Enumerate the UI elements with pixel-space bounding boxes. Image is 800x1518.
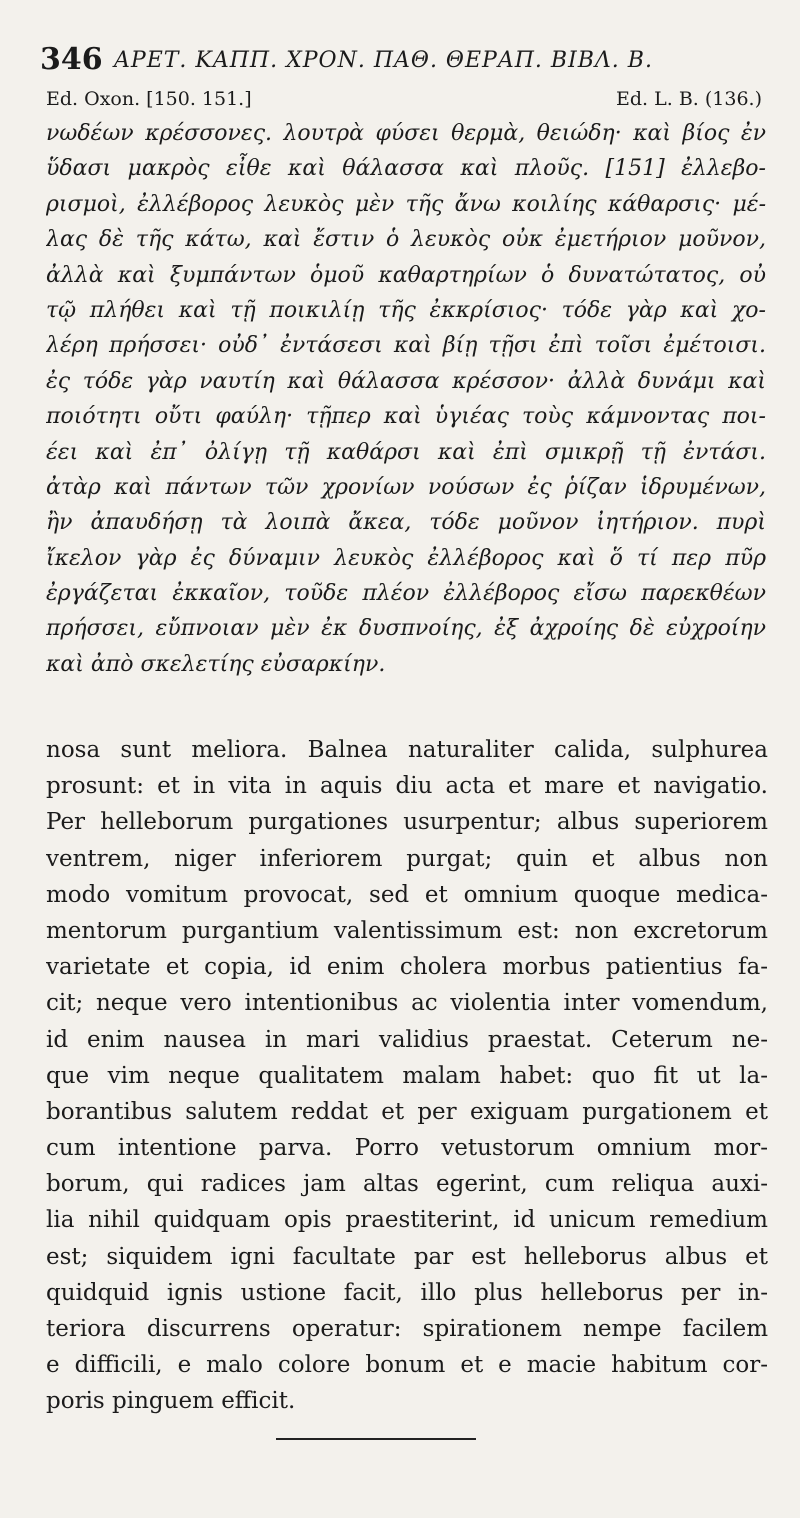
edition-references [46,88,762,114]
greek-line: ἐς τόδε γὰρ ναυτίη καὶ θάλασσα κρέσσον· ἀλλὰ δυνάμι καὶ [46,368,766,394]
latin-line: quidquid ignis ustione facit, illo plus helleborus per in- [46,1279,768,1306]
greek-line: τῷ πλήθει καὶ τῇ ποικιλίῃ τῆς ἐκκρίσιος· τόδε γὰρ καὶ χο- [46,297,766,323]
greek-line: ὕδασι μακρὸς εἶθε καὶ θάλασσα καὶ πλοῦς. [151] ἐλλεβο- [46,156,766,182]
greek-line: ποιότητι οὔτι φαύλη· τῇπερ καὶ ὑγιέας τοὺς κάμνοντας ποι- [46,404,766,430]
greek-line: πρήσσει, εὔπνοιαν μὲν ἐκ δυσπνοίης, ἐξ ἀχροίης δὲ εὐχροίην [46,616,766,642]
greek-text-block [46,116,766,682]
latin-line: poris pinguem efficit. [46,1388,296,1415]
latin-line: cit; neque vero intentionibus ac violentia inter vomendum, [46,990,768,1017]
latin-line: e difficili, e malo colore bonum et e macie habitum cor- [46,1352,768,1379]
latin-line: modo vomitum provocat, sed et omnium quoque medica- [46,881,768,908]
greek-line: έει καὶ ἐπ᾽ ὀλίγῃ τῇ καθάρσι καὶ ἐπὶ σμικρῇ τῇ ἐντάσι. [46,439,766,465]
greek-line: καὶ ἀπὸ σκελετίης εὐσαρκίην. [46,651,386,677]
latin-line: que vim neque qualitatem malam habet: quo fit ut la- [46,1062,768,1089]
greek-line: ρισμοὶ, ἐλλέβορος λευκὸς μὲν τῆς ἄνω κοιλίης κάθαρσις· μέ- [46,191,766,217]
latin-line: id enim nausea in mari validius praestat. Ceterum ne- [46,1026,768,1053]
running-head: ΑΡΕΤ. ΚΑΠΠ. ΧΡΟΝ. ΠΑΘ. ΘΕΡΑΠ. ΒΙΒΛ. Β. [114,48,653,73]
latin-line: lia nihil quidquam opis praestiterint, id unicum remedium [46,1207,768,1234]
page-number: 346 [40,42,103,77]
latin-line: nosa sunt meliora. Balnea naturaliter calida, sulphurea [46,737,768,763]
footer-rule [276,1438,476,1440]
greek-line: νωδέων κρέσσονες. λουτρὰ φύσει θερμὰ, θειώδη· καὶ βίος ἐν [46,121,766,146]
latin-line: Per helleborum purgationes usurpentur; albus superiorem [46,809,768,836]
latin-line: borum, qui radices jam altas egerint, cum reliqua auxi- [46,1171,768,1198]
edition-left: Ed. Oxon. [150. 151.] [46,88,252,110]
latin-line: cum intentione parva. Porro vetustorum omnium mor- [46,1135,768,1162]
edition-right: Ed. L. B. (136.) [616,88,762,110]
latin-line: ventrem, niger inferiorem purgat; quin et albus non [46,845,768,872]
greek-line: ἀλλὰ καὶ ξυμπάντων ὁμοῦ καθαρτηρίων ὁ δυνατώτατος, οὐ [46,262,766,288]
latin-line: prosunt: et in vita in aquis diu acta et mare et navigatio. [46,773,768,800]
greek-line: ἀτὰρ καὶ πάντων τῶν χρονίων νούσων ἐς ῥίζαν ἱδρυμένων, [46,474,766,500]
page-header [40,42,760,82]
greek-line: λέρη πρήσσει· οὐδ᾽ ἐντάσεσι καὶ βίῃ τῇσι ἐπὶ τοῖσι ἐμέτοισι. [46,333,766,359]
latin-line: est; siquidem igni facultate par est helleborus albus et [46,1243,768,1270]
greek-line: ἴκελον γὰρ ἐς δύναμιν λευκὸς ἐλλέβορος καὶ ὅ τί περ πῦρ [46,545,766,571]
latin-line: varietate et copia, id enim cholera morbus patientius fa- [46,954,768,981]
latin-line: mentorum purgantium valentissimum est: non excretorum [46,917,768,944]
latin-translation-block [46,732,768,1420]
latin-line: borantibus salutem reddat et per exiguam purgationem et [46,1098,768,1125]
greek-line: ἢν ἀπαυδήσῃ τὰ λοιπὰ ἄκεα, τόδε μοῦνον ἰητήριον. πυρὶ [46,510,766,536]
greek-line: ἐργάζεται ἐκκαῖον, τοῦδε πλέον ἐλλέβορος εἴσω παρεκθέων [46,581,766,607]
latin-line: teriora discurrens operatur: spirationem nempe facilem [46,1316,768,1342]
greek-line: λας δὲ τῆς κάτω, καὶ ἔστιν ὁ λευκὸς οὐκ ἐμετήριον μοῦνον, [46,227,766,253]
